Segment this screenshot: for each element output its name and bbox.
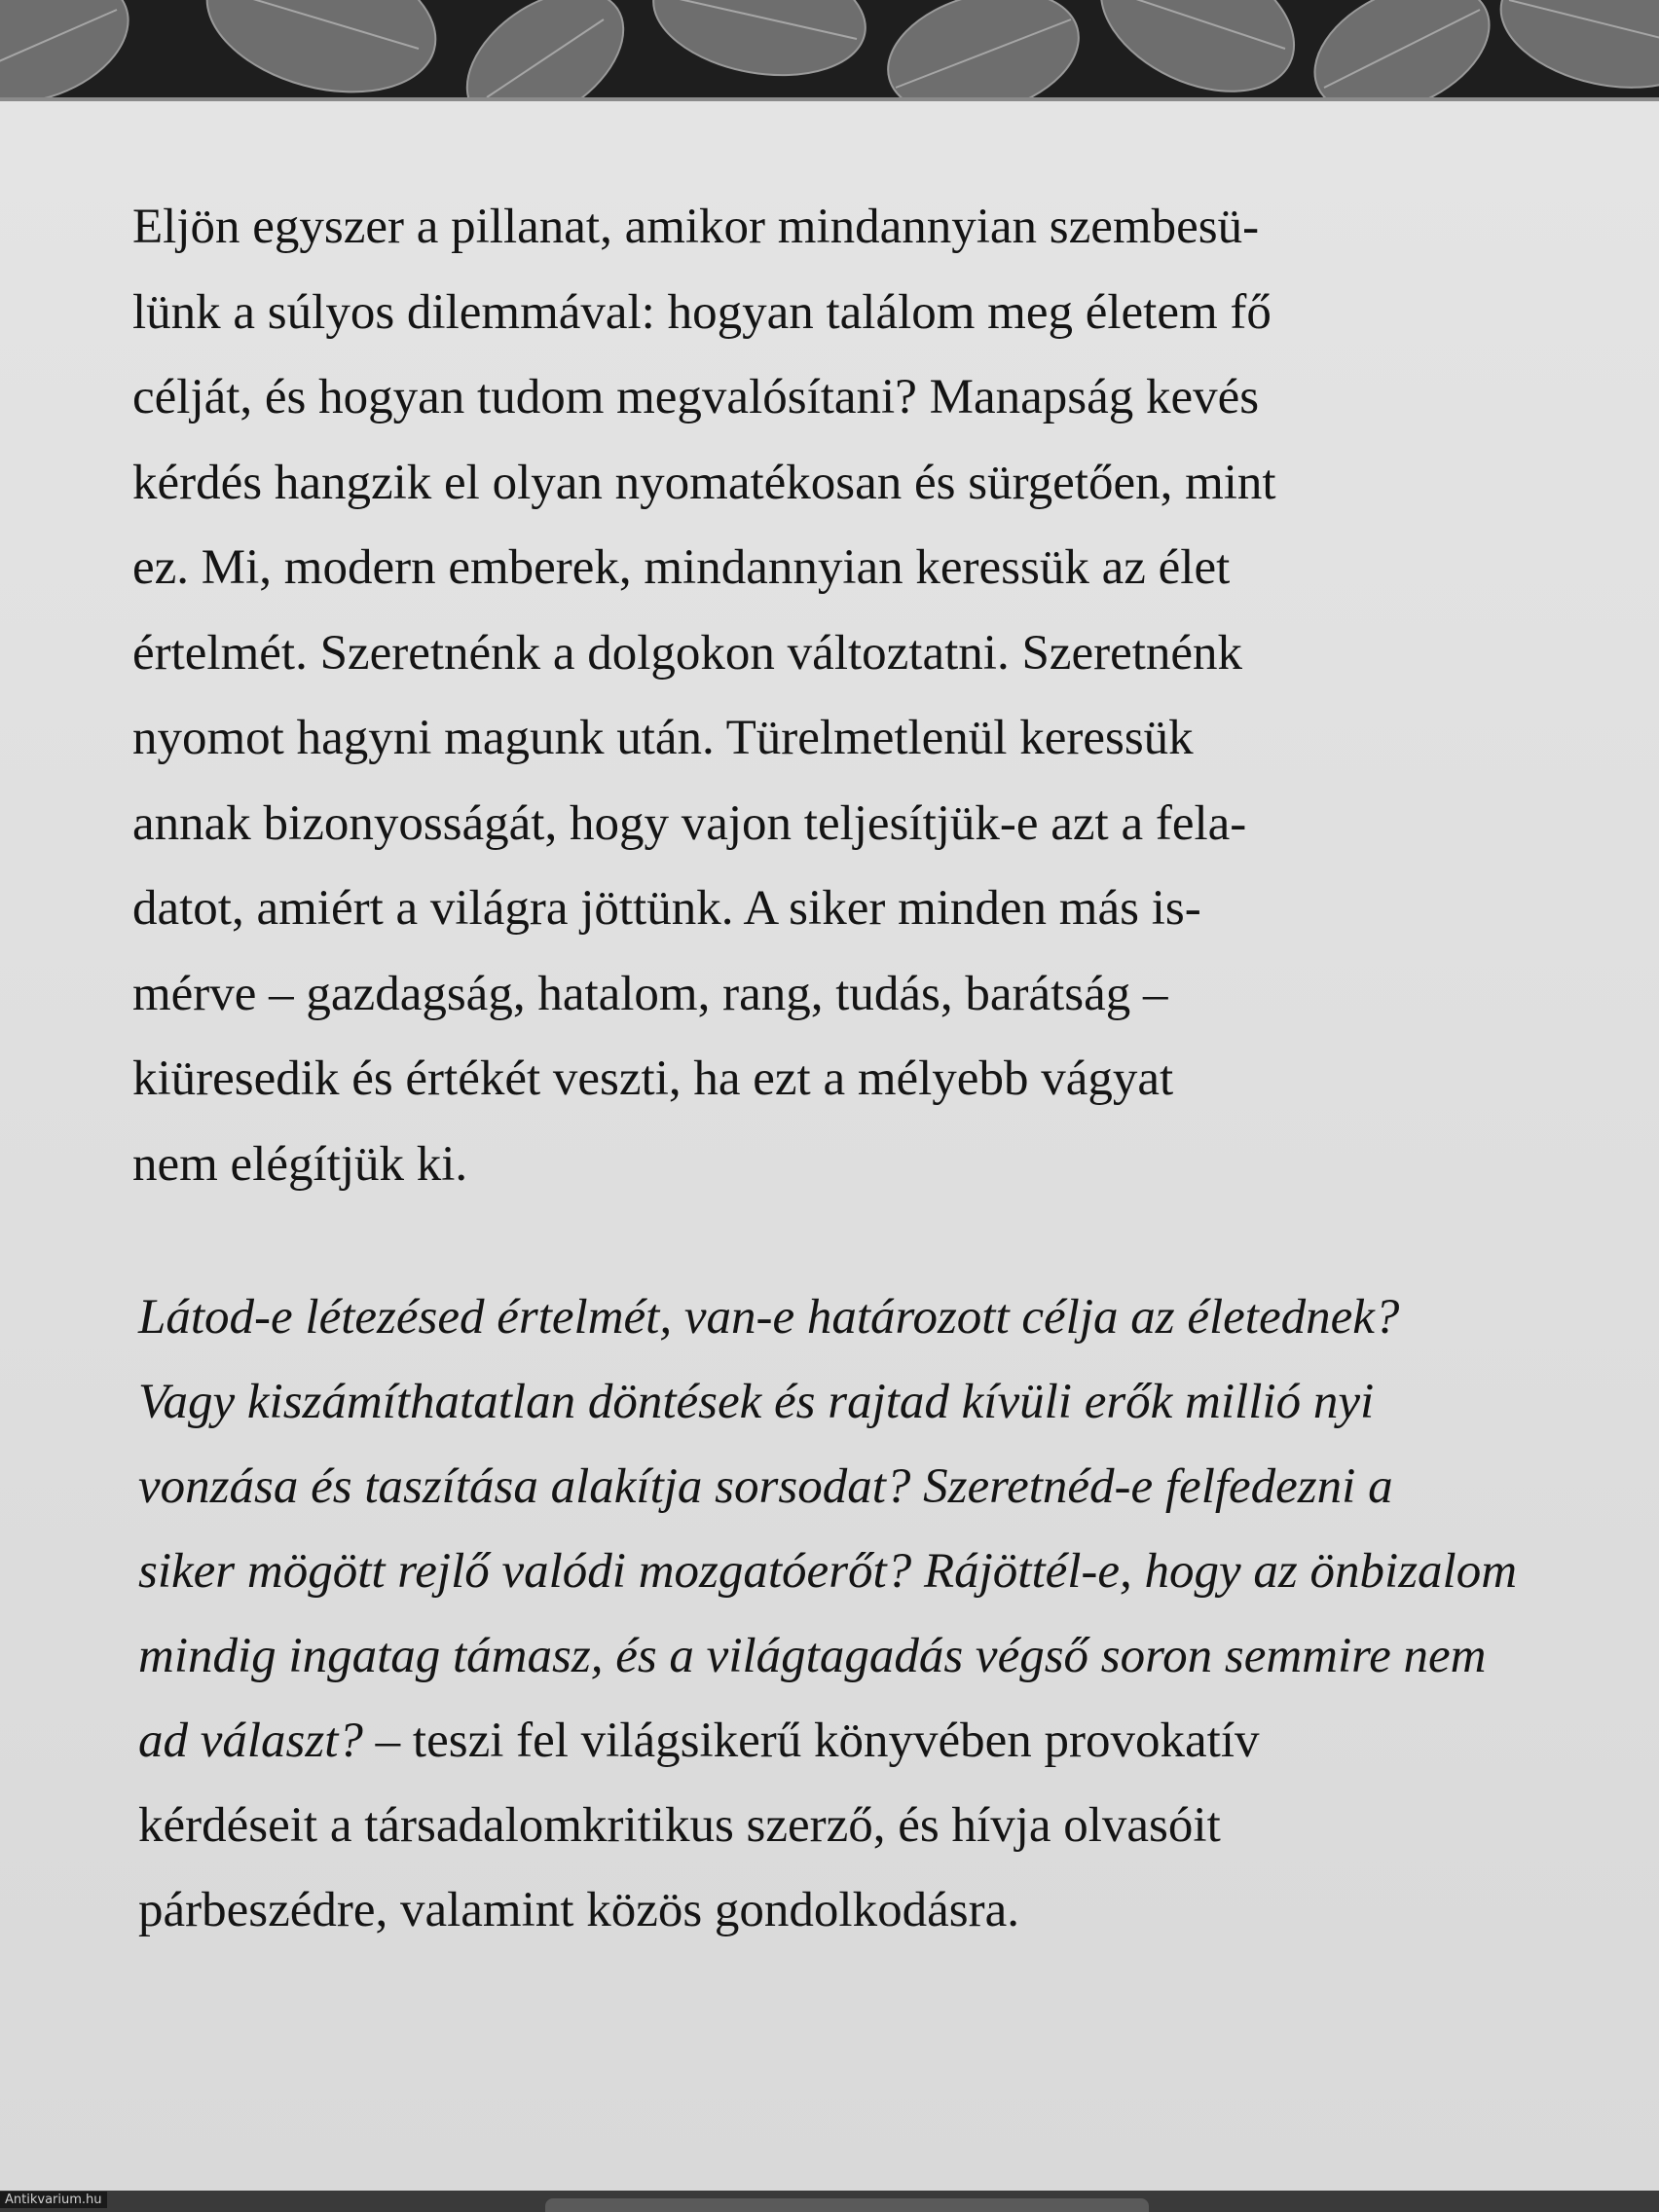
paragraph-line: annak bizonyosságát, hogy vajon teljesítjük-e azt a fela- (132, 795, 1247, 851)
paragraph-line: célját, és hogyan tudom megvalósítani? Manapság kevés (132, 370, 1260, 424)
paragraph-line: lünk a súlyos dilemmával: hogyan találom meg életem fő (132, 284, 1272, 340)
paragraph-line: értelmét. Szeretnénk a dolgokon változtatni. Szeretnénk (132, 625, 1243, 681)
main-paragraph (132, 185, 1554, 1207)
watermark-text: Antikvarium.hu (0, 2192, 107, 2208)
paragraph-line: nyomot hagyni magunk után. Türelmetlenül keressük (132, 711, 1194, 765)
paragraph-line: mérve – gazdagság, hatalom, rang, tudás, barátság – (132, 966, 1168, 1021)
paragraph-line: Eljön egyszer a pillanat, amikor mindannyian szembesü- (132, 200, 1260, 254)
blurb-roman-line: kérdéseit a társadalomkritikus szerző, és hívja olvasóit (138, 1798, 1221, 1853)
leaf-pattern-image (0, 0, 1659, 107)
bottom-binding-shadow (545, 2198, 1149, 2212)
paragraph-line: kérdés hangzik el olyan nyomatékosan és sürgetően, mint (132, 455, 1276, 510)
paragraph-line: kiüresedik és értékét veszti, ha ezt a mélyebb vágyat (132, 1051, 1174, 1106)
paragraph-line: ez. Mi, modern emberek, mindannyian keressük az élet (132, 540, 1231, 595)
decorative-leaf-band (0, 0, 1659, 107)
blurb-paragraph (138, 1275, 1560, 1953)
blurb-italic-line: Látod-e létezésed értelmét, van-e határozott célja az életednek? (138, 1290, 1400, 1345)
blurb-italic-line: siker mögött rejlő valódi mozgatóerőt? Rájöttél-e, hogy az önbizalom (138, 1544, 1518, 1599)
blurb-italic-line: Vagy kiszámíthatatlan döntések és rajtad kívüli erők millió nyi (138, 1375, 1375, 1429)
blurb-italic-line: mindig ingatag támasz, és a világtagadás végső soron semmire nem (138, 1629, 1487, 1683)
paragraph-line: datot, amiért a világra jöttünk. A siker minden más is- (132, 881, 1201, 936)
blurb-mixed-roman: – teszi fel világsikerű könyvében provokatív (362, 1714, 1260, 1768)
paragraph-line: nem elégítjük ki. (132, 1136, 468, 1192)
blurb-mixed-italic: ad választ? (138, 1714, 363, 1768)
blurb-roman-line: párbeszédre, valamint közös gondolkodásra. (138, 1883, 1019, 1937)
blurb-italic-line: vonzása és taszítása alakítja sorsodat? Szeretnéd-e felfedezni a (138, 1459, 1393, 1514)
